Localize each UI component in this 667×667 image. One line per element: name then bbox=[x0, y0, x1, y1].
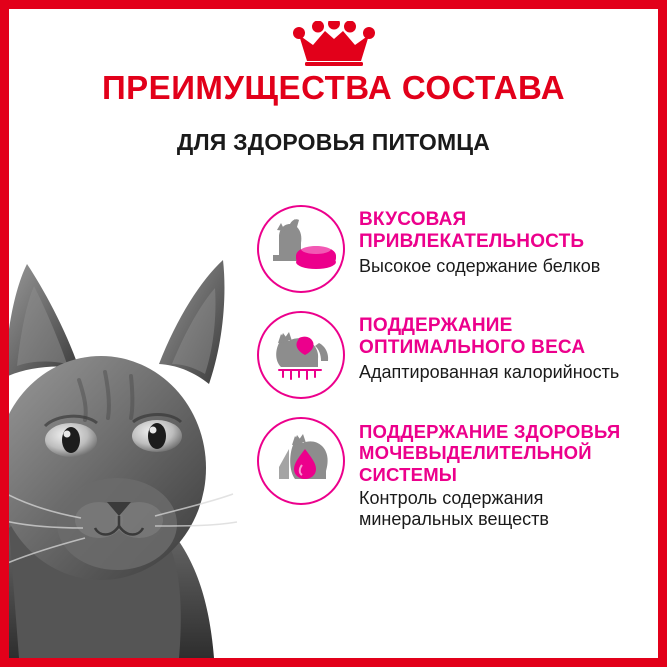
benefit-item-weight bbox=[257, 311, 657, 399]
page-title: ПРЕИМУЩЕСТВА СОСТАВА bbox=[101, 69, 566, 106]
page-inner bbox=[9, 9, 658, 658]
benefit-item-urinary bbox=[257, 417, 657, 531]
benefit-title: ВКУСОВАЯ ПРИВЛЕКАТЕЛЬНОСТЬ bbox=[359, 209, 585, 252]
page-subtitle: ДЛЯ ЗДОРОВЬЯ ПИТОМЦА bbox=[176, 129, 491, 155]
benefit-title: ПОДДЕРЖАНИЕ ОПТИМАЛЬНОГО ВЕСА bbox=[359, 315, 586, 358]
cat-bowl-icon bbox=[257, 205, 345, 293]
benefit-text bbox=[359, 205, 637, 277]
crown-icon bbox=[291, 21, 377, 67]
benefit-description: Высокое содержание белков bbox=[359, 255, 601, 276]
benefit-text bbox=[359, 417, 637, 531]
benefits-list bbox=[257, 205, 657, 549]
benefit-description: Адаптированная калорийность bbox=[359, 361, 620, 382]
benefit-description: Контроль содержания минеральных веществ bbox=[359, 487, 549, 530]
benefit-item-palatability bbox=[257, 205, 657, 293]
benefit-title: ПОДДЕРЖАНИЕ ЗДОРОВЬЯ МОЧЕВЫДЕЛИТЕЛЬНОЙ СИСТЕМЫ bbox=[359, 421, 621, 485]
cat-urinary-drop-icon bbox=[257, 417, 345, 505]
benefit-text bbox=[359, 311, 637, 383]
cat-weight-icon bbox=[257, 311, 345, 399]
